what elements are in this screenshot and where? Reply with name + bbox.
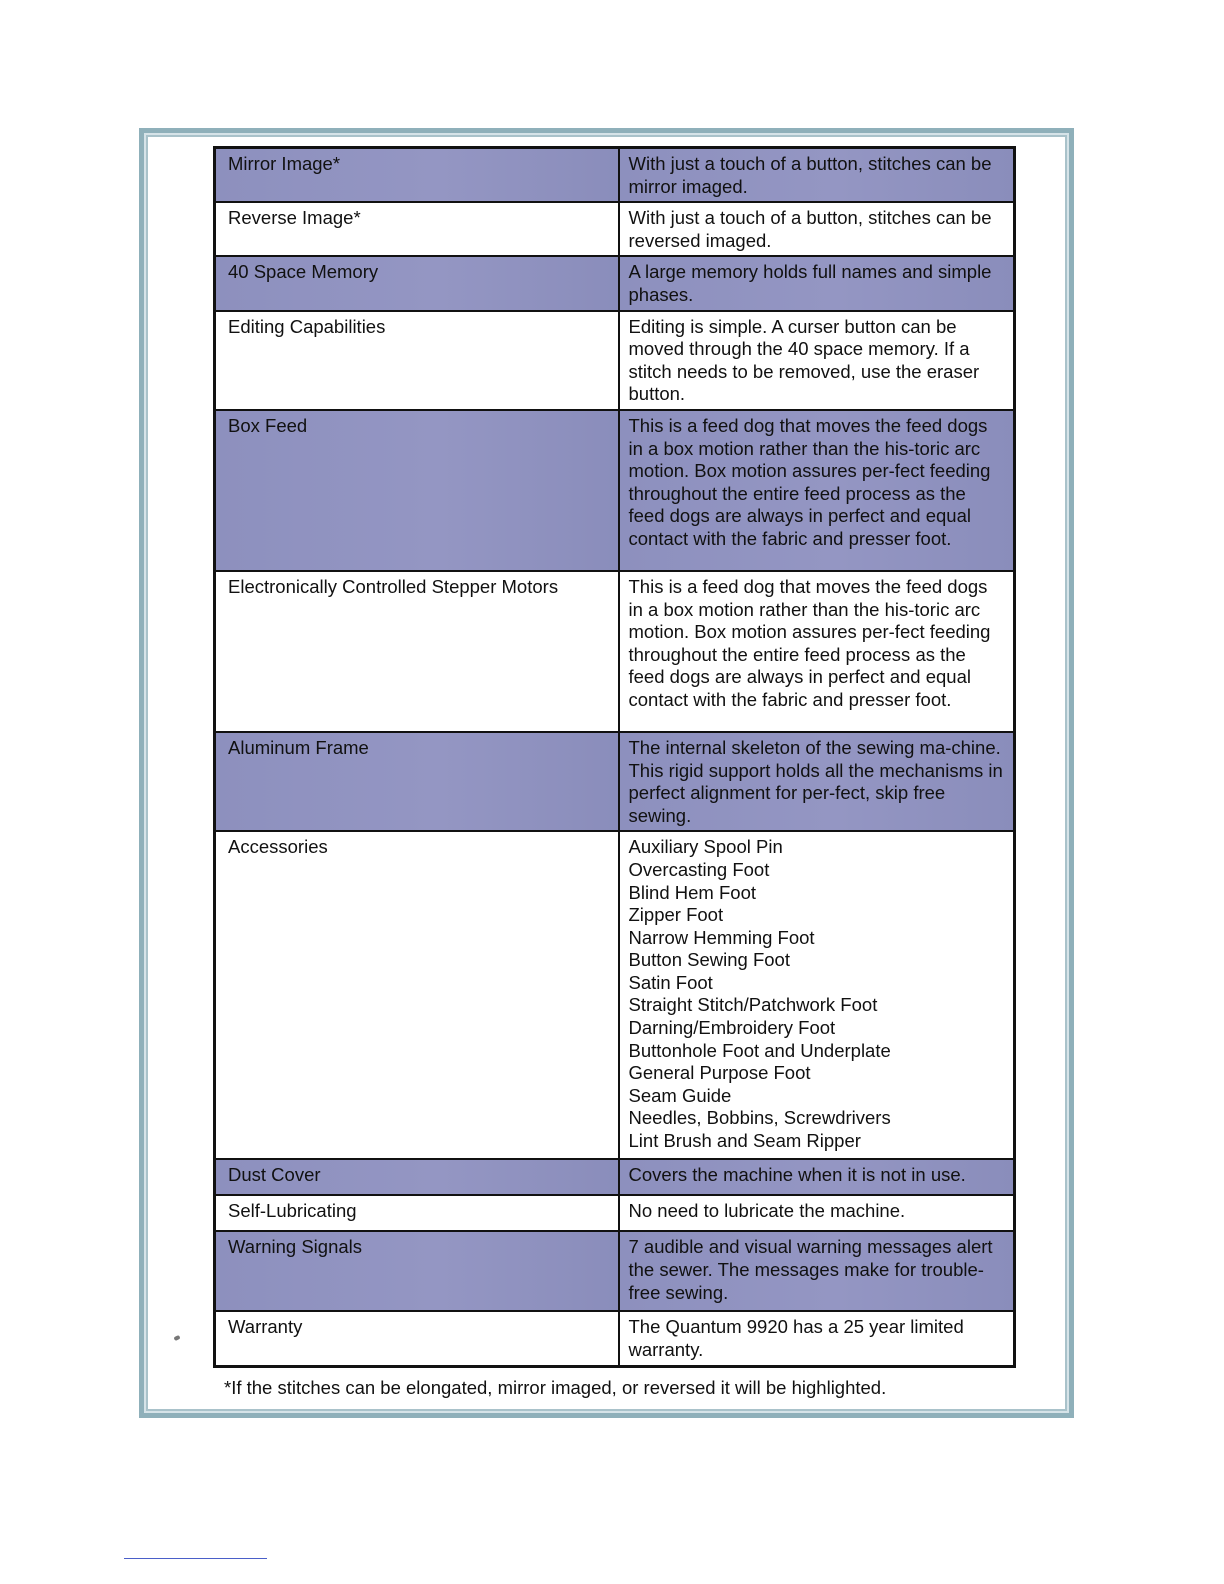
list-item: General Purpose Foot — [628, 1062, 811, 1084]
list-item: Straight Stitch/Patchwork Foot — [628, 994, 878, 1016]
feature-cell: Mirror Image* — [215, 148, 619, 203]
list-item: Auxiliary Spool Pin — [628, 836, 783, 858]
description-cell: This is a feed dog that moves the feed dogs in a box motion rather than the his-toric arc motion. Box motion assures per-fect feeding throughout the entire feed process as the feed dogs are always in perfect and equal contact with the fabric and presser foot. — [619, 571, 1015, 732]
list-item: Satin Foot — [628, 971, 713, 993]
table-row — [215, 148, 1015, 203]
list-item: Zipper Foot — [628, 904, 724, 926]
description-cell: 7 audible and visual warning messages alert the sewer. The messages make for trouble-free sewing. — [619, 1231, 1015, 1311]
feature-cell: 40 Space Memory — [215, 256, 619, 310]
table-row — [215, 1159, 1015, 1195]
table-row — [215, 311, 1015, 410]
feature-cell: Electronically Controlled Stepper Motors — [215, 571, 619, 732]
list-item: Darning/Embroidery Foot — [628, 1017, 836, 1039]
table-row — [215, 410, 1015, 571]
table-row — [215, 1195, 1015, 1231]
list-item: Narrow Hemming Foot — [628, 926, 815, 948]
table-row — [215, 1311, 1015, 1366]
list-item: Lint Brush and Seam Ripper — [628, 1130, 861, 1152]
footnote: *If the stitches can be elongated, mirror imaged, or reversed it will be highlighted. — [224, 1377, 887, 1398]
table-row — [215, 571, 1015, 732]
feature-cell: Aluminum Frame — [215, 732, 619, 831]
description-cell: A large memory holds full names and simple phases. — [619, 256, 1015, 310]
bottom-rule — [124, 1558, 267, 1559]
list-item: Seam Guide — [628, 1084, 732, 1106]
description-cell: Covers the machine when it is not in use. — [619, 1159, 1015, 1195]
feature-cell: Warning Signals — [215, 1231, 619, 1311]
description-cell: Editing is simple. A curser button can be moved through the 40 space memory. If a stitch needs to be removed, use the eraser button. — [619, 311, 1015, 410]
description-cell: With just a touch of a button, stitches can be reversed imaged. — [619, 202, 1015, 256]
features-table — [213, 146, 1016, 1368]
table-row — [215, 256, 1015, 310]
list-item: Buttonhole Foot and Underplate — [628, 1039, 891, 1061]
description-cell: With just a touch of a button, stitches can be mirror imaged. — [619, 148, 1015, 203]
description-cell: No need to lubricate the machine. — [619, 1195, 1015, 1231]
table-row-accessories — [215, 831, 1015, 1159]
list-item: Button Sewing Foot — [628, 949, 790, 971]
feature-cell: Box Feed — [215, 410, 619, 571]
accessories-list-cell — [619, 831, 1015, 1159]
table-row — [215, 732, 1015, 831]
feature-cell: Accessories — [215, 831, 619, 1159]
list-item: Blind Hem Foot — [628, 881, 756, 903]
description-cell: The Quantum 9920 has a 25 year limited warranty. — [619, 1311, 1015, 1366]
feature-cell: Editing Capabilities — [215, 311, 619, 410]
feature-cell: Warranty — [215, 1311, 619, 1366]
list-item: Needles, Bobbins, Screwdrivers — [628, 1107, 891, 1129]
feature-cell: Self-Lubricating — [215, 1195, 619, 1231]
description-cell: The internal skeleton of the sewing ma-chine. This rigid support holds all the mechanisms in perfect alignment for per-fect, skip free sewing. — [619, 732, 1015, 831]
list-item: Overcasting Foot — [628, 858, 770, 880]
feature-cell: Dust Cover — [215, 1159, 619, 1195]
table-row — [215, 202, 1015, 256]
feature-cell: Reverse Image* — [215, 202, 619, 256]
table-row — [215, 1231, 1015, 1311]
accessories-list — [629, 836, 1006, 1152]
description-cell: This is a feed dog that moves the feed dogs in a box motion rather than the his-toric arc motion. Box motion assures per-fect feeding throughout the entire feed process as the feed dogs are always in perfect and equal contact with the fabric and presser foot. — [619, 410, 1015, 571]
